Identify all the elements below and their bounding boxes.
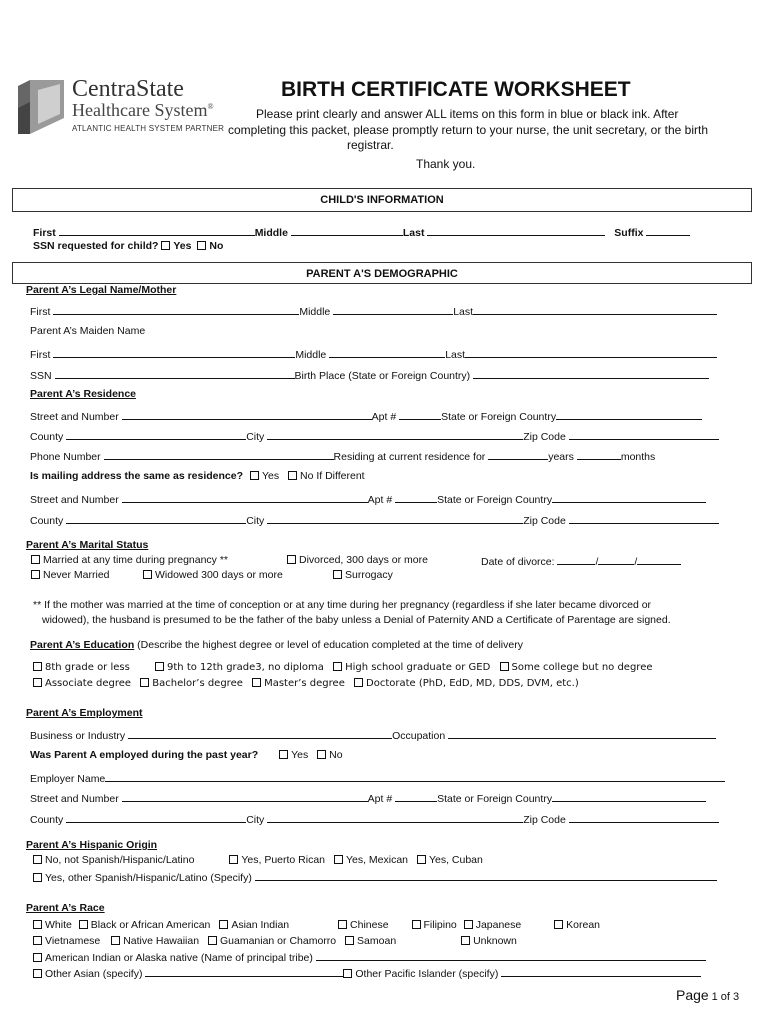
residing-months-field[interactable] — [577, 449, 621, 460]
logo-subname-text: Healthcare System — [72, 100, 208, 120]
race-unknown-checkbox[interactable] — [461, 936, 470, 945]
child-name-row — [33, 225, 690, 239]
marital-divorced-label: Divorced, 300 days or more — [299, 554, 428, 566]
business-field[interactable] — [128, 728, 392, 739]
residence-state-field[interactable] — [556, 409, 702, 420]
race-other-row — [33, 966, 701, 980]
hisp-mexican-checkbox[interactable] — [334, 855, 343, 864]
residence-county-row — [30, 429, 719, 443]
birth-place-label: Birth Place (State or Foreign Country) — [294, 370, 471, 382]
employer-county-field[interactable] — [66, 812, 246, 823]
parent-a-section-title: PARENT A'S DEMOGRAPHIC — [306, 268, 458, 280]
logo-name: CentraState — [72, 76, 184, 102]
residing-years-label: years — [548, 451, 574, 463]
race-other-asian-field[interactable] — [145, 966, 343, 977]
legal-last-label: Last — [453, 306, 474, 318]
employer-city-field[interactable] — [267, 812, 523, 823]
marital-surrogacy-checkbox[interactable] — [333, 570, 342, 579]
hisp-other-label: Yes, other Spanish/Hispanic/Latino (Specify) — [45, 872, 252, 884]
race-filipino-checkbox[interactable] — [412, 920, 421, 929]
race-amind-field[interactable] — [316, 950, 706, 961]
logo-registered-mark: ® — [207, 102, 214, 111]
marital-divorced-option — [287, 554, 428, 566]
maiden-first-label: First — [30, 349, 51, 361]
divorce-day-field[interactable] — [598, 554, 634, 565]
hispanic-heading: Parent A’s Hispanic Origin — [26, 839, 158, 851]
mailing-apt-field[interactable] — [395, 492, 437, 503]
race-asian-indian-label: Asian Indian — [231, 919, 290, 931]
residence-apt-label: Apt # — [371, 411, 397, 423]
legal-middle-field[interactable] — [333, 304, 453, 315]
race-other-asian-label: Other Asian (specify) — [45, 968, 143, 980]
mailing-street-label: Street and Number — [30, 494, 119, 506]
edu-college-label: Some college but no degree — [511, 662, 653, 673]
education-heading: Parent A’s Education — [30, 639, 135, 651]
employer-label: Employer Name — [30, 773, 106, 785]
legal-name-row — [30, 304, 717, 318]
race-vietnamese-checkbox[interactable] — [33, 936, 42, 945]
race-korean-checkbox[interactable] — [554, 920, 563, 929]
hisp-no-checkbox[interactable] — [33, 855, 42, 864]
edu-doctorate-checkbox[interactable] — [354, 678, 363, 687]
mailing-apt-label: Apt # — [367, 494, 393, 506]
marital-widowed-label: Widowed 300 days or more — [155, 569, 283, 581]
mailing-row — [30, 470, 365, 482]
race-guamanian-checkbox[interactable] — [208, 936, 217, 945]
marital-never-checkbox[interactable] — [31, 570, 40, 579]
child-middle-field[interactable] — [291, 225, 403, 236]
marital-married-checkbox[interactable] — [31, 555, 40, 564]
mailing-zip-label: Zip Code — [523, 515, 566, 527]
page-label: Page — [676, 987, 709, 1003]
employer-row — [30, 771, 725, 785]
race-hawaiian-label: Native Hawaiian — [123, 935, 200, 947]
edu-master-checkbox[interactable] — [252, 678, 261, 687]
child-section-title: CHILD'S INFORMATION — [320, 194, 444, 206]
race-korean-label: Korean — [566, 919, 601, 931]
mailing-zip-field[interactable] — [569, 513, 719, 524]
mailing-state-label: State or Foreign Country — [437, 494, 553, 506]
child-ssn-question: SSN requested for child? — [33, 240, 159, 252]
employed-question: Was Parent A employed during the past year? — [30, 749, 259, 761]
employer-street-row — [30, 791, 706, 805]
birth-place-field[interactable] — [473, 368, 709, 379]
intro-line-3: registrar. — [347, 138, 394, 152]
hisp-pr-checkbox[interactable] — [229, 855, 238, 864]
intro-thanks: Thank you. — [416, 157, 476, 171]
residence-street-row — [30, 409, 702, 423]
edu-hs-checkbox[interactable] — [333, 662, 342, 671]
employer-apt-label: Apt # — [367, 793, 393, 805]
maiden-last-field[interactable] — [465, 347, 717, 358]
edu-associate-label: Associate degree — [45, 678, 132, 689]
employer-street-label: Street and Number — [30, 793, 119, 805]
race-samoan-label: Samoan — [357, 935, 397, 947]
hisp-pr-label: Yes, Puerto Rican — [241, 854, 326, 866]
race-filipino-label: Filipino — [423, 919, 457, 931]
maiden-name-row — [30, 347, 717, 361]
race-other-pacific-label: Other Pacific Islander (specify) — [355, 968, 499, 980]
marital-heading: Parent A’s Marital Status — [26, 539, 149, 551]
logo-partner: ATLANTIC HEALTH SYSTEM PARTNER — [72, 124, 225, 133]
residence-heading: Parent A’s Residence — [30, 388, 137, 400]
employer-zip-label: Zip Code — [523, 814, 566, 826]
race-vietnamese-label: Vietnamese — [45, 935, 101, 947]
residence-zip-label: Zip Code — [523, 431, 566, 443]
residence-county-label: County — [30, 431, 64, 443]
employer-field[interactable] — [105, 771, 725, 782]
residing-label: Residing at current residence for — [333, 451, 486, 463]
logo-subname — [72, 100, 214, 121]
employer-state-field[interactable] — [552, 791, 706, 802]
race-white-label: White — [45, 919, 72, 931]
hisp-other-field[interactable] — [255, 870, 717, 881]
residence-apt-field[interactable] — [399, 409, 441, 420]
parent-a-section-box — [12, 262, 752, 284]
maiden-middle-field[interactable] — [329, 347, 445, 358]
hisp-no-label: No, not Spanish/Hispanic/Latino — [45, 854, 195, 866]
occupation-label: Occupation — [392, 730, 446, 742]
race-row-2 — [33, 935, 517, 947]
business-row — [30, 728, 716, 742]
mailing-city-field[interactable] — [267, 513, 523, 524]
ssn-field[interactable] — [55, 368, 295, 379]
legal-last-field[interactable] — [473, 304, 717, 315]
edu-hs-label: High school graduate or GED — [345, 662, 491, 673]
edu-master-label: Master’s degree — [264, 678, 345, 689]
marital-note-line-1: ** If the mother was married at the time of conception or at any time during her pregnancy (regardless if she later became divorced or — [33, 599, 652, 611]
maiden-first-field[interactable] — [53, 347, 295, 358]
residence-city-field[interactable] — [267, 429, 523, 440]
mailing-state-field[interactable] — [552, 492, 706, 503]
residence-zip-field[interactable] — [569, 429, 719, 440]
mailing-county-label: County — [30, 515, 64, 527]
legal-first-label: First — [30, 306, 51, 318]
mailing-county-row — [30, 513, 719, 527]
employed-yes-label: Yes — [291, 749, 309, 761]
intro-line-2: completing this packet, please promptly return to your nurse, the unit secretary, or the birth — [228, 123, 709, 137]
race-amind-checkbox[interactable] — [33, 953, 42, 962]
race-hawaiian-checkbox[interactable] — [111, 936, 120, 945]
employed-no-checkbox[interactable] — [317, 750, 326, 759]
mailing-street-field[interactable] — [122, 492, 368, 503]
phone-label: Phone Number — [30, 451, 101, 463]
race-unknown-label: Unknown — [473, 935, 517, 947]
legal-first-field[interactable] — [53, 304, 299, 315]
phone-field[interactable] — [104, 449, 334, 460]
business-label: Business or Industry — [30, 730, 126, 742]
education-row-2 — [33, 678, 579, 689]
hisp-cuban-checkbox[interactable] — [417, 855, 426, 864]
child-suffix-label: Suffix — [614, 227, 644, 239]
hisp-mexican-label: Yes, Mexican — [345, 854, 409, 866]
education-heading-row — [30, 639, 523, 651]
race-amind-label: American Indian or Alaska native (Name of principal tribe) — [45, 952, 313, 964]
child-first-field[interactable] — [59, 225, 255, 236]
employer-zip-field[interactable] — [569, 812, 719, 823]
divorce-date-label: Date of divorce: — [481, 556, 555, 568]
hisp-cuban-label: Yes, Cuban — [428, 854, 483, 866]
race-other-pacific-field[interactable] — [501, 966, 701, 977]
residence-county-field[interactable] — [66, 429, 246, 440]
hisp-other-checkbox[interactable] — [33, 873, 42, 882]
mailing-city-label: City — [246, 515, 265, 527]
employer-state-label: State or Foreign Country — [437, 793, 553, 805]
mailing-yes-checkbox[interactable] — [250, 471, 259, 480]
page-count: 1 of 3 — [711, 991, 740, 1003]
edu-college-checkbox[interactable] — [500, 662, 509, 671]
marital-widowed-option — [143, 569, 283, 581]
employed-yes-checkbox[interactable] — [279, 750, 288, 759]
child-ssn-no-label: No — [209, 240, 224, 252]
child-ssn-yes-checkbox[interactable] — [161, 241, 170, 250]
marital-note-line-2: widowed), the husband is presumed to be the father of the baby unless a Denial of Paternity AND a Certificate of Parentage are signed. — [42, 614, 671, 626]
divorce-date-row: Date of divorce: / / — [481, 554, 681, 568]
child-last-field[interactable] — [427, 225, 605, 236]
race-other-asian-checkbox[interactable] — [33, 969, 42, 978]
marital-surrogacy-option — [333, 569, 393, 581]
race-asian-indian-checkbox[interactable] — [219, 920, 228, 929]
hispanic-other-row — [33, 870, 717, 884]
occupation-field[interactable] — [448, 728, 716, 739]
edu-bachelor-checkbox[interactable] — [140, 678, 149, 687]
legal-middle-label: Middle — [299, 306, 331, 318]
child-middle-label: Middle — [254, 227, 288, 239]
mailing-no-label: No If Different — [300, 470, 365, 482]
marital-never-option — [31, 569, 110, 581]
race-other-pacific-checkbox[interactable] — [343, 969, 352, 978]
edu-doctorate-label: Doctorate (PhD, EdD, MD, DDS, DVM, etc.) — [366, 678, 579, 689]
education-row-1 — [33, 662, 653, 673]
marital-widowed-checkbox[interactable] — [143, 570, 152, 579]
divorce-month-field[interactable] — [557, 554, 595, 565]
residence-state-label: State or Foreign Country — [441, 411, 557, 423]
maiden-name-label: Parent A’s Maiden Name — [30, 325, 146, 337]
race-amind-row — [33, 950, 706, 964]
race-guamanian-label: Guamanian or Chamorro — [219, 935, 337, 947]
race-heading: Parent A’s Race — [26, 902, 105, 914]
residing-years-field[interactable] — [488, 449, 548, 460]
education-description: (Describe the highest degree or level of education completed at the time of delivery — [134, 639, 523, 651]
page-number — [676, 987, 739, 1003]
edu-associate-checkbox[interactable] — [33, 678, 42, 687]
child-ssn-yes-label: Yes — [173, 240, 192, 252]
mailing-street-row — [30, 492, 706, 506]
logo-mark-icon — [16, 78, 66, 136]
race-chinese-checkbox[interactable] — [338, 920, 347, 929]
child-last-label: Last — [402, 227, 425, 239]
edu-8th-label: 8th grade or less — [45, 662, 130, 673]
residing-months-label: months — [620, 451, 656, 463]
race-samoan-checkbox[interactable] — [345, 936, 354, 945]
race-black-label: Black or African American — [90, 919, 211, 931]
employer-county-label: County — [30, 814, 64, 826]
employer-apt-field[interactable] — [395, 791, 437, 802]
phone-row — [30, 449, 655, 463]
mailing-county-field[interactable] — [66, 513, 246, 524]
marital-divorced-checkbox[interactable] — [287, 555, 296, 564]
race-white-checkbox[interactable] — [33, 920, 42, 929]
ssn-label: SSN — [30, 370, 52, 382]
maiden-middle-label: Middle — [295, 349, 327, 361]
mailing-no-checkbox[interactable] — [288, 471, 297, 480]
employer-street-field[interactable] — [122, 791, 368, 802]
parent-a-legal-name-heading: Parent A’s Legal Name/Mother — [26, 284, 177, 296]
race-japanese-checkbox[interactable] — [464, 920, 473, 929]
edu-bachelor-label: Bachelor’s degree — [152, 678, 243, 689]
divorce-year-field[interactable] — [637, 554, 681, 565]
mailing-question: Is mailing address the same as residence? — [30, 470, 244, 482]
employment-heading: Parent A’s Employment — [26, 707, 143, 719]
child-ssn-no-checkbox[interactable] — [197, 241, 206, 250]
race-row-1 — [33, 919, 600, 931]
employer-city-label: City — [246, 814, 265, 826]
logo — [16, 78, 226, 138]
marital-surrogacy-label: Surrogacy — [345, 569, 393, 581]
employed-row — [30, 749, 343, 761]
marital-never-label: Never Married — [43, 569, 110, 581]
race-black-checkbox[interactable] — [79, 920, 88, 929]
edu-8th-checkbox[interactable] — [33, 662, 42, 671]
child-suffix-field[interactable] — [646, 225, 690, 236]
hispanic-row-1 — [33, 854, 483, 866]
maiden-last-label: Last — [445, 349, 466, 361]
employer-county-row — [30, 812, 719, 826]
intro-line-1: Please print clearly and answer ALL items on this form in blue or black ink. After — [256, 107, 679, 121]
edu-9to12-checkbox[interactable] — [155, 662, 164, 671]
page-title: BIRTH CERTIFICATE WORKSHEET — [281, 78, 631, 101]
ssn-row — [30, 368, 709, 382]
residence-city-label: City — [246, 431, 265, 443]
employed-no-label: No — [329, 749, 343, 761]
child-first-label: First — [33, 227, 56, 239]
mailing-yes-label: Yes — [261, 470, 280, 482]
marital-married-option — [31, 554, 228, 566]
residence-street-label: Street and Number — [30, 411, 119, 423]
child-section-box — [12, 188, 752, 212]
race-chinese-label: Chinese — [350, 919, 389, 931]
residence-street-field[interactable] — [122, 409, 372, 420]
child-ssn-row — [33, 240, 223, 252]
marital-married-label: Married at any time during pregnancy ** — [43, 554, 229, 566]
race-japanese-label: Japanese — [475, 919, 522, 931]
edu-9to12-label: 9th to 12th grade3, no diploma — [167, 662, 324, 673]
